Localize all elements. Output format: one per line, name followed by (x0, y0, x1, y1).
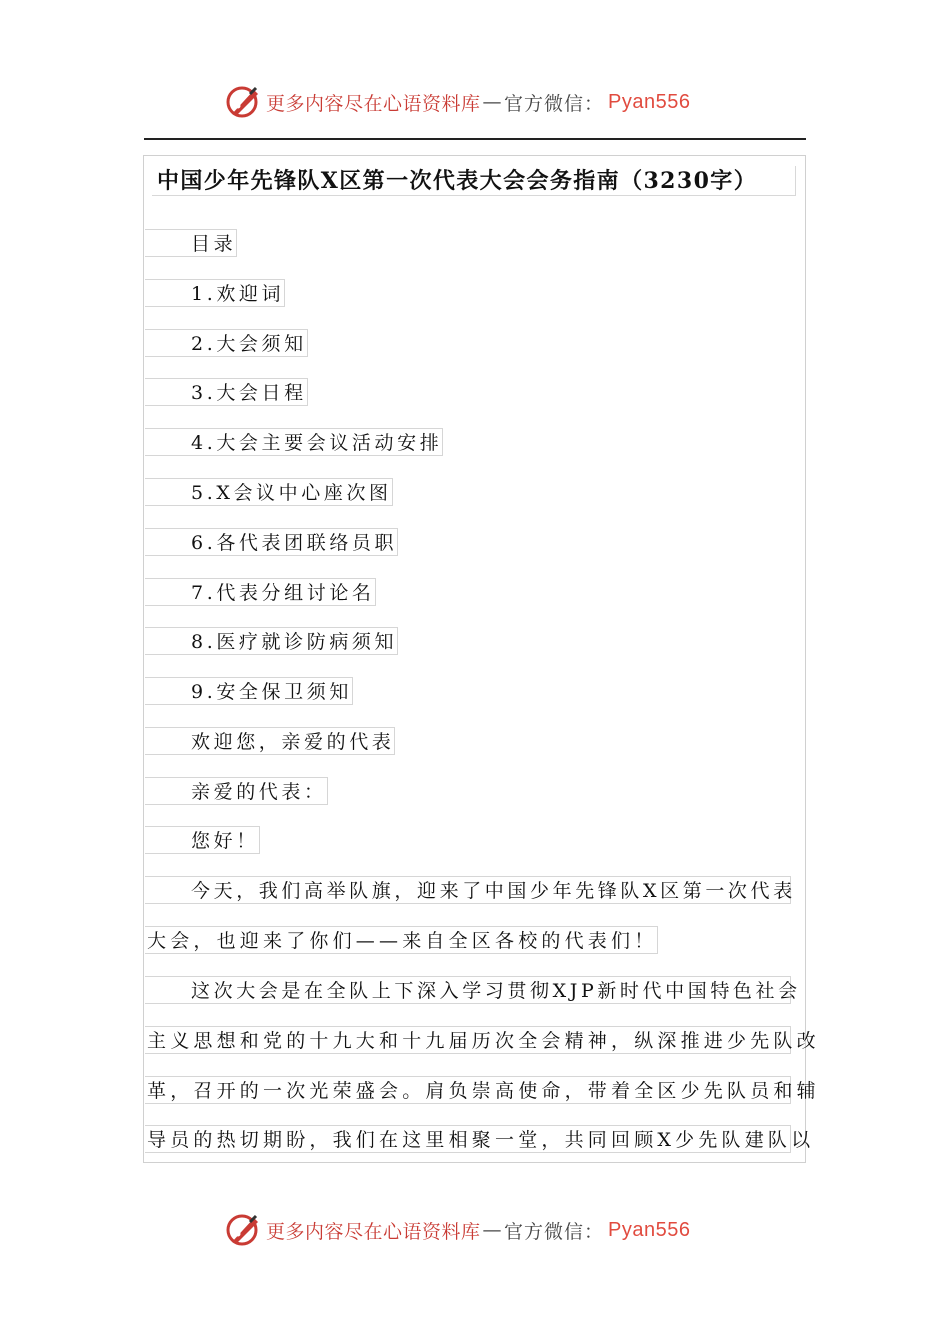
pen-logo-icon (226, 84, 262, 120)
paragraph-line: 这次大会是在全队上下深入学习贯彻XJP新时代中国特色社会 (145, 976, 791, 1004)
watermark-banner-bottom (0, 1210, 950, 1250)
watermark-label: 官方微信： (504, 92, 605, 115)
watermark-wechat-id: Pyan556 (608, 1218, 691, 1241)
watermark-content (226, 1212, 691, 1248)
watermark-text: 更多内容尽在心语资料库 (266, 1220, 481, 1243)
watermark-text: 更多内容尽在心语资料库 (266, 92, 481, 115)
toc-item: 7.代表分组讨论名 (145, 578, 376, 606)
paragraph-line: 今天，我们高举队旗，迎来了中国少年先锋队X区第一次代表 (145, 876, 791, 904)
toc-item: 1.欢迎词 (145, 279, 285, 307)
paragraph-line: 大会，也迎来了你们——来自全区各校的代表们！ (145, 926, 658, 954)
toc-item: 2.大会须知 (145, 329, 308, 357)
watermark-wechat-id: Pyan556 (608, 90, 691, 113)
greeting: 您好！ (145, 826, 260, 854)
watermark-separator: — (482, 91, 503, 113)
header-rule (144, 138, 806, 140)
salutation: 亲爱的代表： (145, 777, 328, 805)
pen-logo-icon (226, 1212, 262, 1248)
document-title: 中国少年先锋队X区第一次代表大会会务指南（3230字） (152, 166, 796, 196)
toc-item: 9.安全保卫须知 (145, 677, 353, 705)
watermark-content (226, 84, 691, 120)
toc-item: 8.医疗就诊防病须知 (145, 627, 398, 655)
watermark-label: 官方微信： (504, 1220, 605, 1243)
paragraph-line: 导员的热切期盼，我们在这里相聚一堂，共同回顾X少先队建队以 (145, 1125, 791, 1153)
section-heading: 欢迎您，亲爱的代表 (145, 727, 395, 755)
paragraph-line: 主义思想和党的十九大和十九届历次全会精神，纵深推进少先队改 (145, 1026, 791, 1054)
toc-heading: 目录 (145, 229, 237, 257)
toc-item: 3.大会日程 (145, 378, 308, 406)
toc-item: 6.各代表团联络员职 (145, 528, 398, 556)
watermark-separator: — (482, 1219, 503, 1241)
toc-item: 4.大会主要会议活动安排 (145, 428, 443, 456)
watermark-banner-top (0, 82, 950, 122)
toc-item: 5.X会议中心座次图 (145, 478, 393, 506)
paragraph-line: 革，召开的一次光荣盛会。肩负崇高使命，带着全区少先队员和辅 (145, 1076, 791, 1104)
